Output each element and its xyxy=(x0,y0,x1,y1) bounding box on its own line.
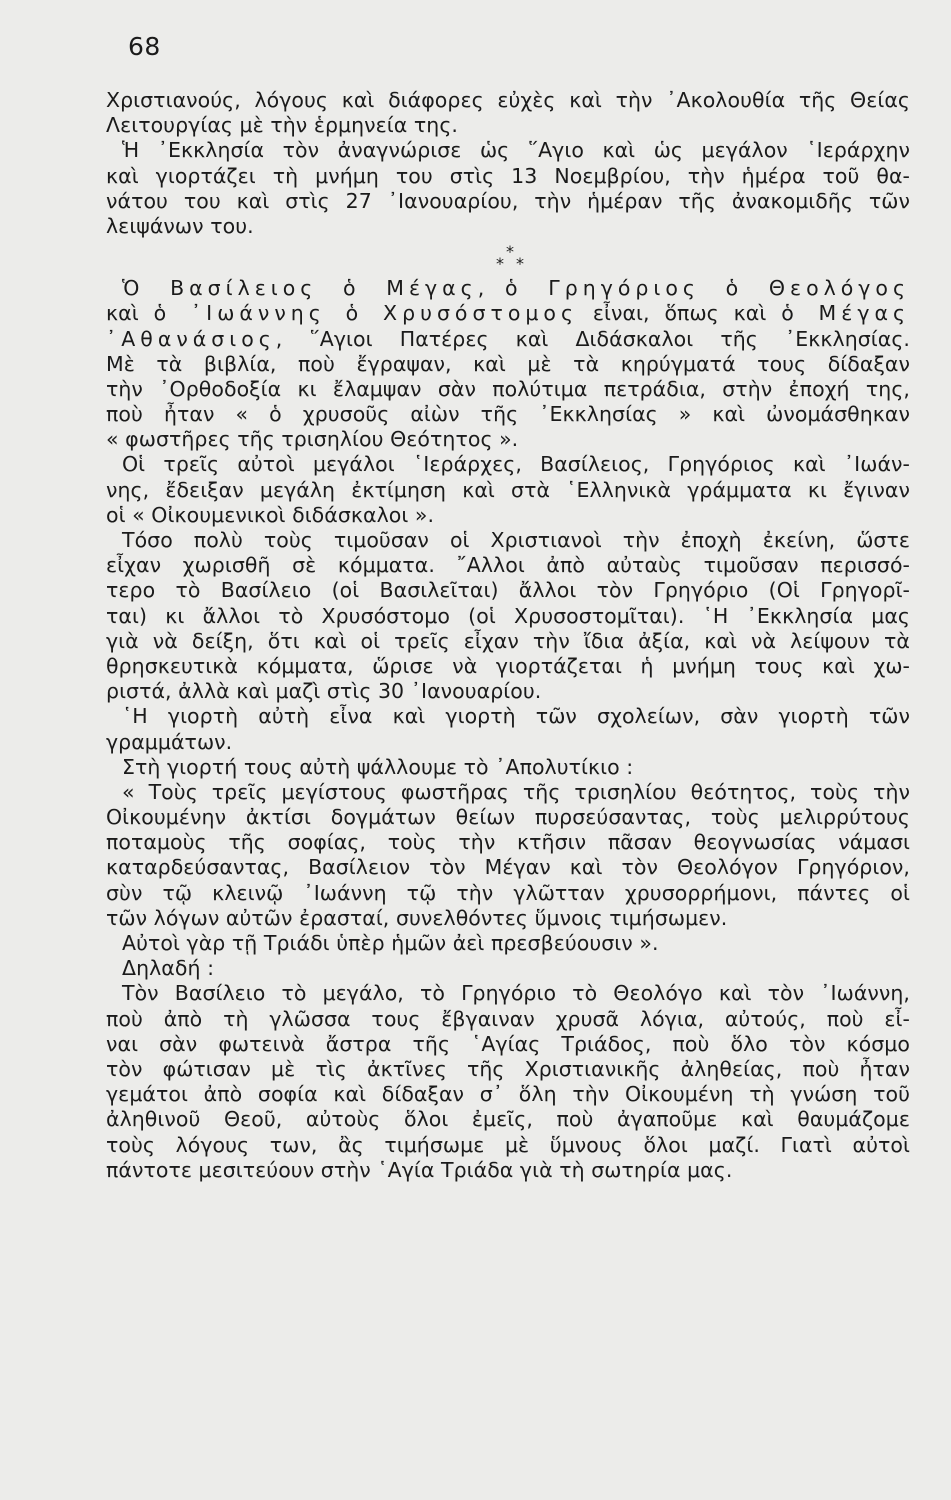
text-line: ται) κι ἄλλοι τὸ Χρυσόστομο (οἱ Χρυσοστομῖται). ῾Η ᾿Εκκλησία μας xyxy=(106,603,910,628)
text-line: εἶχαν χωρισθῆ σὲ κόμματα. ῎Αλλοι ἀπὸ αὐταὺς τιμοῦσαν περισσό- xyxy=(106,553,910,578)
text-line: « φωστῆρες τῆς τρισηλίου Θεότητος ». xyxy=(106,427,519,452)
paragraph-1 xyxy=(106,88,910,138)
text-line: λειψάνων του. xyxy=(106,213,254,238)
punctuation: , xyxy=(477,276,506,301)
text-line: Στὴ γιορτή τους αὐτὴ ψάλλουμε τὸ ᾿Απολυτίκιο : xyxy=(122,754,634,779)
saint-name-john: ὁ ᾿Ιωάννης ὁ Χρυσόστομος xyxy=(153,301,578,326)
text-line: Οἰκουμένην ἀκτίσι δογμάτων θείων πυρσεύσαντας, τοὺς μελιρρύτους xyxy=(106,805,910,830)
text-line: γραμμάτων. xyxy=(106,729,233,754)
text-run: , ῞Αγιοι Πατέρες καὶ Διδάσκαλοι τῆς ᾿Εκκλησίας. xyxy=(275,326,910,351)
text-line: ῾Η γιορτὴ αὐτὴ εἶνα καὶ γιορτὴ τῶν σχολείων, σὰν γιορτὴ τῶν xyxy=(122,704,910,729)
text-line: νης, ἔδειξαν μεγάλη ἐκτίμηση καὶ στὰ ῾Ελληνικὰ γράμματα κι ἔγιναν xyxy=(106,477,910,502)
text-line: Χριστιανούς, λόγους καὶ διάφορες εὐχὲς καὶ τὴν ᾿Ακολουθία τῆς Θείας xyxy=(106,88,910,112)
text-line: ἀληθινοῦ Θεοῦ, αὐτοὺς ὅλοι ἐμεῖς, ποὺ ἀγαποῦμε καὶ θαυμάζομε xyxy=(106,1107,910,1132)
text-line: Δηλαδή : xyxy=(122,956,215,981)
asterisk-top: * xyxy=(506,242,514,262)
paragraph-3 xyxy=(106,276,910,452)
paragraph-5 xyxy=(106,528,910,704)
section-separator xyxy=(106,239,910,276)
text-line xyxy=(106,301,910,326)
asterisk-right: * xyxy=(516,254,524,274)
text-line: ποὺ ἀπὸ τὴ γλῶσσα τους ἔβγαιναν χρυσᾶ λόγια, αὐτούς, ποὺ εἶ- xyxy=(106,1006,910,1031)
text-run: εἶναι, ὅπως καὶ xyxy=(577,301,782,326)
text-line: ποταμοὺς τῆς σοφίας, τοὺς τὴν κτῆσιν πᾶσαν θεογνωσίας νάμασι xyxy=(106,830,910,855)
text-line: καὶ γιορτάζει τὴ μνήμη του στὶς 13 Νοεμβρίου, τὴν ἡμέρα τοῦ θα- xyxy=(106,163,910,188)
paragraph-6 xyxy=(106,704,910,754)
paragraph-8 xyxy=(106,956,910,981)
text-line: Λειτουργίας μὲ τὴν ἑρμηνεία της. xyxy=(106,113,458,138)
saint-name-athanasius: ᾿Αθανάσιος xyxy=(106,326,276,351)
text-line: Ἡ ᾿Εκκλησία τὸν ἀναγνώρισε ὡς ῞Αγιο καὶ ὡς μεγάλον ῾Ιεράρχην xyxy=(122,138,910,163)
text-line: σὺν τῷ κλεινῷ ᾿Ιωάννη τῷ τὴν γλῶτταν χρυσορρήμονι, πάντες οἱ xyxy=(106,880,910,905)
page-body xyxy=(106,88,910,1183)
apolytikion-hymn xyxy=(106,780,910,956)
text-line: γιὰ νὰ δείξη, ὅτι καὶ οἱ τρεῖς εἶχαν τὴν ἴδια ἀξία, καὶ νὰ λείψουν τὰ xyxy=(106,628,910,653)
text-line xyxy=(106,276,910,301)
text-line: τερο τὸ Βασίλειο (οἱ Βασιλεῖται) ἄλλοι τὸν Γρηγόριο (Οἱ Γρηγορῖ- xyxy=(106,578,910,603)
text-line: ριστά, ἀλλὰ καὶ μαζὶ στὶς 30 ᾿Ιανουαρίου. xyxy=(106,679,542,704)
text-line: Αὐτοὶ γὰρ τῇ Τριάδι ὑπὲρ ἡμῶν ἀεὶ πρεσβεύουσιν ». xyxy=(122,931,659,955)
text-line: ναι σὰν φωτεινὰ ἄστρα τῆς ῾Αγίας Τριάδος, ποὺ ὅλο τὸν κόσμο xyxy=(106,1031,910,1056)
saint-name-basil: Ὁ Βασίλειος ὁ Μέγας xyxy=(122,276,478,301)
text-line: Τόσο πολὺ τοὺς τιμοῦσαν οἱ Χριστιανοὶ τὴν ἐποχὴ ἐκείνη, ὥστε xyxy=(122,528,910,552)
text-line: τοὺς λόγους των, ἂς τιμήσωμε μὲ ὕμνους ὅλοι μαζί. Γιατὶ αὐτοὶ xyxy=(106,1132,910,1157)
text-line xyxy=(106,327,910,352)
text-line: καταρδεύσαντας, Βασίλειον τὸν Μέγαν καὶ τὸν Θεολόγον Γρηγόριον, xyxy=(106,855,910,880)
text-run: καὶ xyxy=(106,301,154,326)
text-line: Τὸν Βασίλειο τὸ μεγάλο, τὸ Γρηγόριο τὸ Θεολόγο καὶ τὸν ᾿Ιωάννη, xyxy=(122,981,910,1006)
text-line: τῶν λόγων αὐτῶν ἐρασταί, συνελθόντες ὕμνοις τιμήσωμεν. xyxy=(106,905,728,930)
paragraph-7 xyxy=(106,755,910,780)
text-line: τὴν ᾿Ορθοδοξία κι ἔλαμψαν σὰν πολύτιμα πετράδια, στὴν ἐποχή της, xyxy=(106,376,910,401)
paragraph-2 xyxy=(106,138,910,239)
text-line: ποὺ ἦταν « ὁ χρυσοῦς αἰὼν τῆς ᾿Εκκλησίας » καὶ ὠνομάσθηκαν xyxy=(106,402,910,427)
text-line: Οἱ τρεῖς αὐτοὶ μεγάλοι ῾Ιεράρχες, Βασίλειος, Γρηγόριος καὶ ᾿Ιωάν- xyxy=(122,452,910,477)
page-number: 68 xyxy=(128,32,161,61)
text-line: οἱ « Οἰκουμενικοὶ διδάσκαλοι ». xyxy=(106,502,435,527)
paragraph-9 xyxy=(106,981,910,1183)
text-line: γεμάτοι ἀπὸ σοφία καὶ δίδαξαν σ᾿ ὅλη τὴν Οἰκουμένη τὴ γνώση τοῦ xyxy=(106,1082,910,1107)
text-line: θρησκευτικὰ κόμματα, ὥρισε νὰ γιορτάζεται ἡ μνήμη τους καὶ χω- xyxy=(106,653,910,678)
text-line: πάντοτε μεσιτεύουν στὴν ῾Αγία Τριάδα γιὰ τὴ σωτηρία μας. xyxy=(106,1157,733,1182)
saint-name-great: ὁ Μέγας xyxy=(781,301,910,326)
text-line: νάτου του καὶ στὶς 27 ᾿Ιανουαρίου, τὴν ἡμέραν τῆς ἀνακομιδῆς τῶν xyxy=(106,188,910,213)
saint-name-gregory: ὁ Γρηγόριος ὁ Θεολόγος xyxy=(505,276,910,301)
text-line: τὸν φώτισαν μὲ τὶς ἀκτῖνες τῆς Χριστιανικῆς ἀληθείας, ποὺ ἦταν xyxy=(106,1056,910,1081)
paragraph-4 xyxy=(106,452,910,528)
text-line: « Τοὺς τρεῖς μεγίστους φωστῆρας τῆς τρισηλίου θεότητος, τοὺς τὴν xyxy=(122,779,910,804)
text-line: Μὲ τὰ βιβλία, ποὺ ἔγραψαν, καὶ μὲ τὰ κηρύγματά τους δίδαξαν xyxy=(106,351,910,376)
asterisk-left: * xyxy=(496,254,504,274)
